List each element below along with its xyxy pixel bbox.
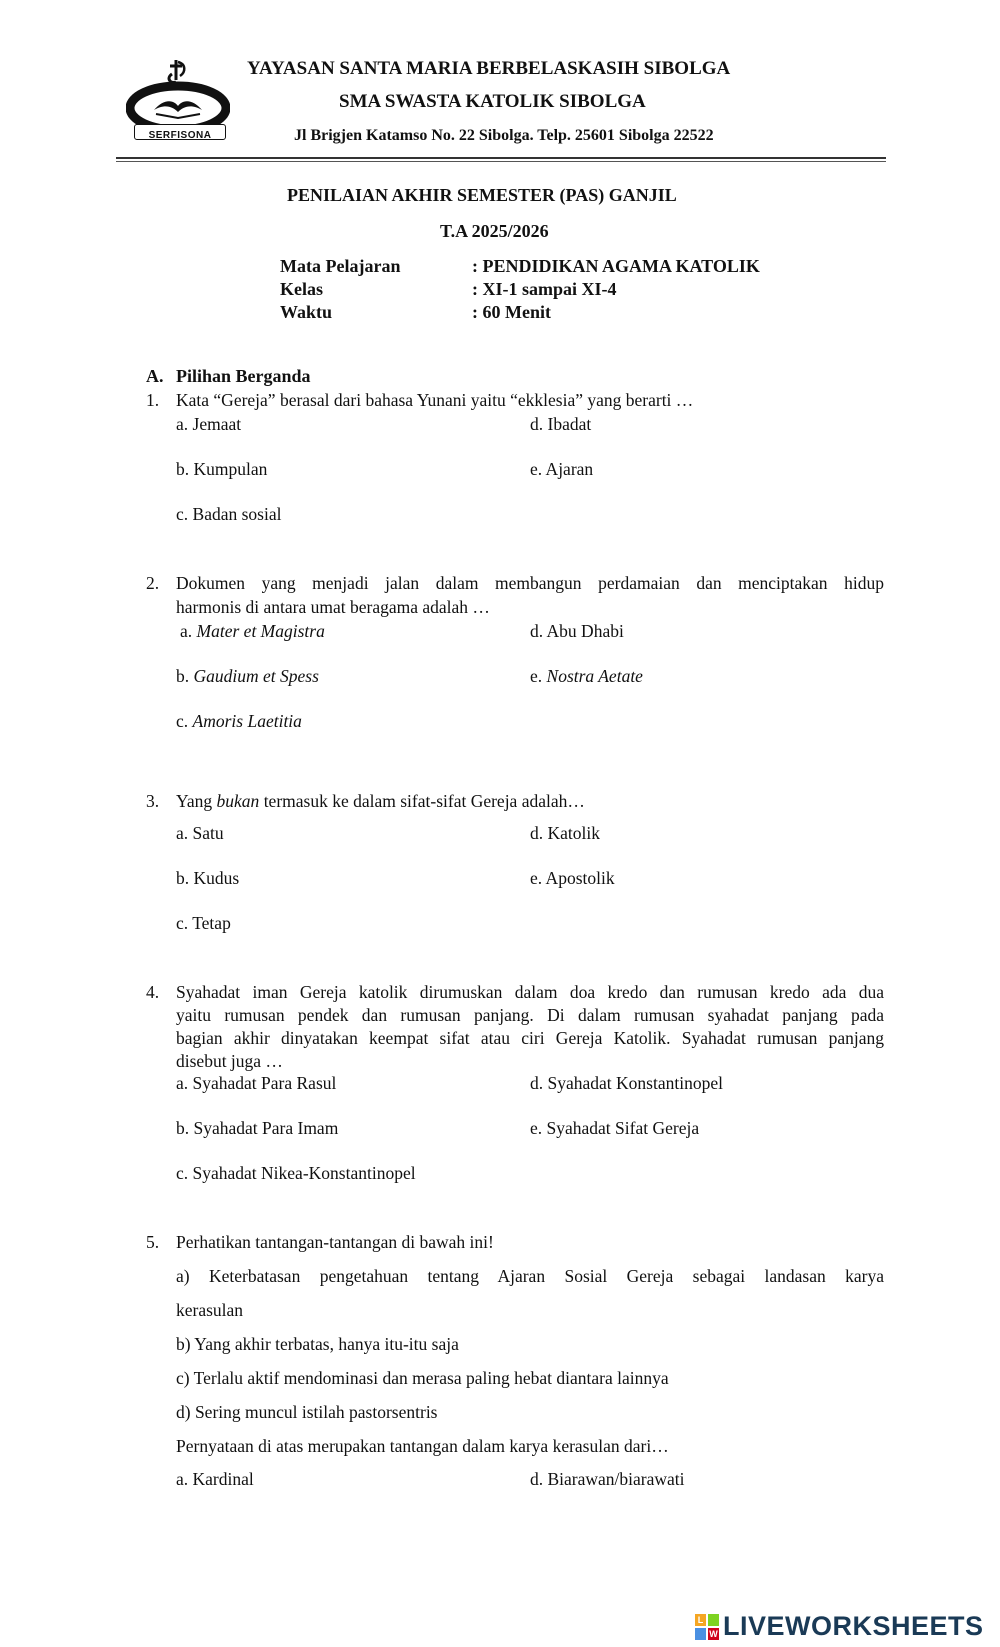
question-1-option-b[interactable]: b. Kumpulan <box>176 459 268 479</box>
field-label-time: Waktu <box>280 302 333 322</box>
question-1-option-e[interactable]: e. Ajaran <box>530 459 594 479</box>
question-2-line-2: harmonis di antara umat beragama adalah … <box>176 597 490 617</box>
question-5-prompt: Pernyataan di atas merupakan tantangan dalam karya kerasulan dari… <box>176 1436 669 1456</box>
question-3-option-c[interactable]: c. Tetap <box>176 913 231 933</box>
option-letter: d. <box>530 621 544 641</box>
question-4-line-2: yaitu rumusan pendek dan rumusan panjang. Di dalam rumusan syahadat panjang pada <box>176 1005 884 1025</box>
field-value-time: : 60 Menit <box>472 302 551 322</box>
question-2-option-b[interactable] <box>176 666 319 687</box>
field-value-class: : XI-1 sampai XI-4 <box>472 279 617 299</box>
badge-square-4: W <box>709 1628 718 1639</box>
section-title: Pilihan Berganda <box>176 366 311 386</box>
question-3-emphasis: bukan <box>216 791 260 811</box>
badge-square-3 <box>695 1628 706 1640</box>
option-text: Abu Dhabi <box>546 621 624 641</box>
logo-banner <box>134 124 226 140</box>
question-5-item-d: d) Sering muncul istilah pastorsentris <box>176 1402 438 1422</box>
badge-square-2 <box>708 1614 719 1626</box>
question-5-text: Perhatikan tantangan-tantangan di bawah ini! <box>176 1232 494 1252</box>
section-letter: A. <box>146 366 164 386</box>
question-3-option-b[interactable]: b. Kudus <box>176 868 240 888</box>
question-4-line-3: bagian akhir dinyatakan keempat sifat atau ciri Gereja Katolik. Syahadat rumusan panjang <box>176 1028 884 1048</box>
question-4-option-d[interactable]: d. Syahadat Konstantinopel <box>530 1073 723 1093</box>
question-3-option-e[interactable]: e. Apostolik <box>530 868 615 888</box>
field-value-subject: : PENDIDIKAN AGAMA KATOLIK <box>472 256 760 276</box>
liveworksheets-watermark <box>695 1611 984 1643</box>
question-3-option-d[interactable]: d. Katolik <box>530 823 600 843</box>
question-4-number: 4. <box>146 982 160 1002</box>
question-3-text-pre: Yang <box>176 791 217 811</box>
field-label-class: Kelas <box>280 279 323 299</box>
exam-year: T.A 2025/2026 <box>440 221 549 241</box>
exam-title: PENILAIAN AKHIR SEMESTER (PAS) GANJIL <box>287 185 677 205</box>
header-divider-thin <box>116 161 886 162</box>
question-2-number: 2. <box>146 573 160 593</box>
logo-text: SERFISONA <box>148 130 212 141</box>
option-letter: c. <box>176 711 189 731</box>
question-1-number: 1. <box>146 390 160 410</box>
school-name: SMA SWASTA KATOLIK SIBOLGA <box>339 91 646 112</box>
question-2-option-e[interactable] <box>530 666 643 687</box>
question-4-option-b[interactable]: b. Syahadat Para Imam <box>176 1118 339 1138</box>
question-2-line-1: Dokumen yang menjadi jalan dalam membangun perdamaian dan menciptakan hidup <box>176 573 884 593</box>
question-5-item-a: a) Keterbatasan pengetahuan tentang Ajaran Sosial Gereja sebagai landasan karya <box>176 1266 884 1286</box>
header-divider <box>116 157 886 159</box>
question-4-option-a[interactable]: a. Syahadat Para Rasul <box>176 1073 337 1093</box>
field-label-subject: Mata Pelajaran <box>280 256 401 276</box>
question-4-option-c[interactable]: c. Syahadat Nikea-Konstantinopel <box>176 1163 416 1183</box>
option-letter: b. <box>176 666 190 686</box>
question-2-option-d[interactable] <box>530 621 624 642</box>
option-text: Nostra Aetate <box>546 666 643 686</box>
liveworksheets-badge-icon <box>695 1614 719 1640</box>
school-address: Jl Brigjen Katamso No. 22 Sibolga. Telp. 25601 Sibolga 22522 <box>294 127 714 144</box>
question-5-option-d[interactable]: d. Biarawan/biarawati <box>530 1469 685 1489</box>
question-1-text: Kata “Gereja” berasal dari bahasa Yunani yaitu “ekklesia” yang berarti … <box>176 390 694 410</box>
option-letter: e. <box>530 666 543 686</box>
question-3-number: 3. <box>146 791 160 811</box>
question-2-option-a[interactable] <box>180 621 325 642</box>
question-1-option-d[interactable]: d. Ibadat <box>530 414 592 434</box>
question-5-item-c: c) Terlalu aktif mendominasi dan merasa paling hebat diantara lainnya <box>176 1368 669 1388</box>
question-2-option-c[interactable] <box>176 711 302 732</box>
school-logo <box>126 56 230 142</box>
question-5-item-a-cont: kerasulan <box>176 1300 244 1320</box>
question-1-option-a[interactable]: a. Jemaat <box>176 414 242 434</box>
option-text: Mater et Magistra <box>196 621 325 641</box>
question-5-item-b: b) Yang akhir terbatas, hanya itu-itu saja <box>176 1334 459 1354</box>
question-5-number: 5. <box>146 1232 160 1252</box>
question-1-option-c[interactable]: c. Badan sosial <box>176 504 282 524</box>
question-3-text <box>176 790 585 813</box>
question-5-option-a[interactable]: a. Kardinal <box>176 1469 254 1489</box>
option-text: Gaudium et Spess <box>193 666 319 686</box>
question-4-line-4: disebut juga … <box>176 1051 283 1071</box>
option-text: Amoris Laetitia <box>192 711 302 731</box>
question-4-line-1: Syahadat iman Gereja katolik dirumuskan dalam doa kredo dan rumusan kredo ada dua <box>176 982 884 1002</box>
question-3-text-post: termasuk ke dalam sifat-sifat Gereja adalah… <box>259 791 585 811</box>
foundation-name: YAYASAN SANTA MARIA BERBELASKASIH SIBOLGA <box>247 58 731 79</box>
question-3-option-a[interactable]: a. Satu <box>176 823 224 843</box>
question-4-option-e[interactable]: e. Syahadat Sifat Gereja <box>530 1118 700 1138</box>
liveworksheets-text: LIVEWORKSHEETS <box>723 1611 984 1641</box>
badge-square-1: L <box>695 1614 706 1626</box>
option-letter: a. <box>180 621 193 641</box>
